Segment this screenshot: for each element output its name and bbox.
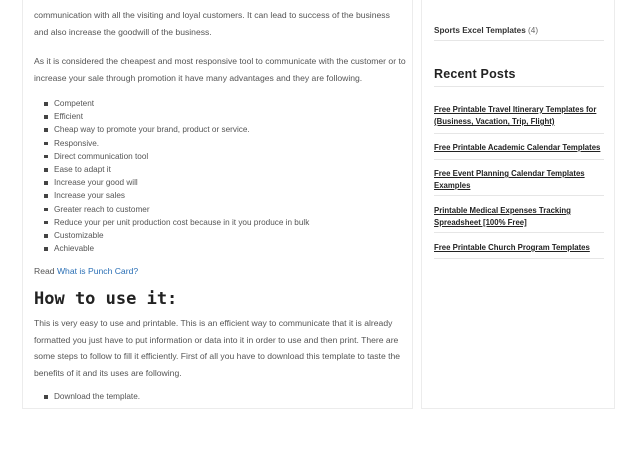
list-item: Ease to adapt it: [44, 163, 406, 176]
list-item: Efficient: [44, 110, 406, 123]
recent-post-link[interactable]: Free Printable Travel Itinerary Templates for (Business, Vacation, Trip, Flight): [434, 105, 597, 126]
article-paragraph: communication with all the visiting and loyal customers. It can lead to success of the business and also increase the goodwill of the business.: [34, 10, 390, 37]
list-item: Achievable: [44, 242, 406, 255]
article-paragraph: As it is considered the cheapest and most responsive tool to communicate with the customer or to increase your sale through promotion it have many advantages and they are following.: [34, 56, 406, 83]
recent-post-link[interactable]: Free Printable Academic Calendar Templates: [434, 143, 601, 152]
advantages-list: [34, 97, 406, 255]
list-item: Customizable: [44, 229, 406, 242]
article-card: [22, 0, 413, 409]
read-prefix: Read: [34, 266, 55, 277]
list-item: Greater reach to customer: [44, 203, 406, 216]
list-item: Download the template.: [44, 390, 406, 403]
list-item: Competent: [44, 97, 406, 110]
divider: [434, 159, 604, 160]
recent-post-link[interactable]: Printable Medical Expenses Tracking Spreadsheet [100% Free]: [434, 206, 571, 227]
list-item: Cheap way to promote your brand, product or service.: [44, 123, 406, 136]
divider: [434, 258, 604, 259]
article-paragraph: This is very easy to use and printable. This is an efficient way to communicate that it is already formatted you just have to put information or data into it in order to use and then print. There are some steps to follow to fill it efficiently. First of all you have to download this template to taste the benefits of it and its uses are following.: [34, 318, 401, 378]
category-item[interactable]: [434, 26, 604, 35]
list-item: Responsive.: [44, 137, 406, 150]
divider: [434, 133, 604, 134]
category-label[interactable]: Sports Excel Templates: [434, 26, 526, 35]
divider: [434, 232, 604, 233]
recent-posts-title: Recent Posts: [434, 67, 516, 81]
divider: [434, 40, 604, 41]
punch-card-link[interactable]: What is Punch Card?: [56, 266, 139, 277]
article-body: [34, 0, 406, 404]
sidebar: [421, 0, 615, 409]
divider: [434, 86, 604, 87]
section-heading: How to use it:: [34, 289, 178, 310]
steps-list: [34, 390, 406, 403]
list-item: Increase your good will: [44, 176, 406, 189]
list-item: Increase your sales: [44, 189, 406, 202]
recent-post-link[interactable]: Free Printable Church Program Templates: [434, 243, 590, 252]
divider: [434, 195, 604, 196]
recent-post-link[interactable]: Free Event Planning Calendar Templates Examples: [434, 169, 585, 190]
list-item: Reduce your per unit production cost because in it you produce in bulk: [44, 216, 406, 229]
list-item: Direct communication tool: [44, 150, 406, 163]
category-count: (4): [528, 26, 539, 35]
read-more-line: [34, 265, 406, 277]
